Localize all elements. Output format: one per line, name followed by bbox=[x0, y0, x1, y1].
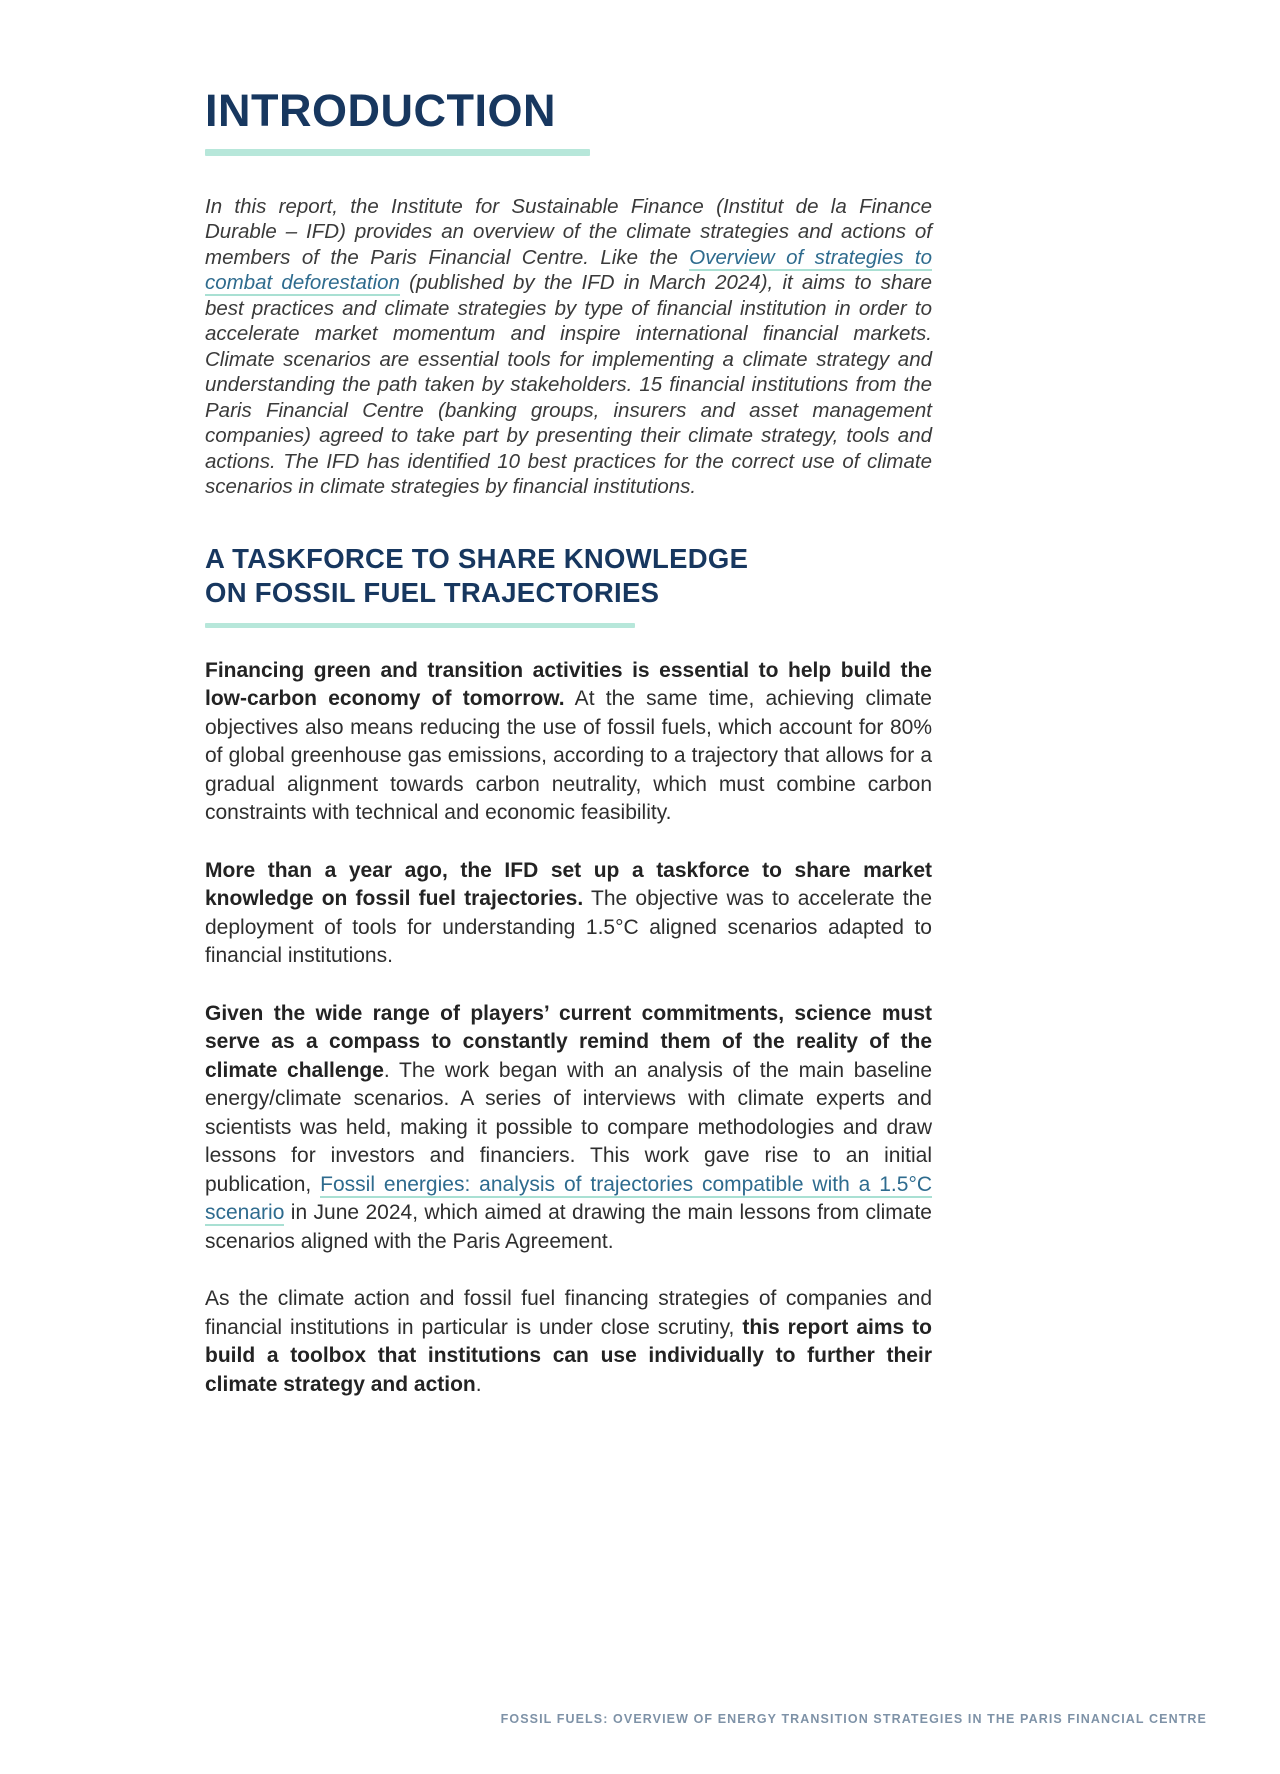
running-footer: FOSSIL FUELS: OVERVIEW OF ENERGY TRANSITION STRATEGIES IN THE PARIS FINANCIAL CENTRE bbox=[500, 1712, 1207, 1726]
section-heading-line-2: ON FOSSIL FUEL TRAJECTORIES bbox=[205, 576, 660, 608]
section-heading bbox=[205, 542, 932, 610]
paragraph-3-body: . The work began with an analysis of the main baseline energy/climate scenarios. A series of interviews with climate experts and scientists was held, making it possible to compare methodologies and draw lessons for investors and financiers. This work gave rise to an initial publication, bbox=[205, 1058, 933, 1196]
intro-text-after-link: (published by the IFD in March 2024), it aims to share best practices and climate strategies by type of financial institution in order to accelerate market momentum and inspire international financial markets. Climate scenarios are essential tools for implementing a climate strategy and understanding the path taken by stakeholders. 15 financial institutions from the Paris Financial Centre (banking groups, insurers and asset management companies) agreed to take part by presenting their climate strategy, tools and actions. The IFD has identified 10 best practices for the correct use of climate scenarios in climate strategies by financial institutions. bbox=[205, 271, 932, 498]
section-heading-line-1: A TASKFORCE TO SHARE KNOWLEDGE bbox=[205, 542, 749, 574]
paragraph-financing-green bbox=[205, 657, 932, 828]
paragraph-3-after-link: in June 2024, which aimed at drawing the main lessons from climate scenarios aligned with the Paris Agreement. bbox=[205, 1201, 932, 1253]
paragraph-1-lead-bold: Financing green and transition activities is essential to help build the low-carbon economy of tomorrow. bbox=[205, 658, 932, 710]
page-content bbox=[205, 86, 932, 1399]
section-accent-rule bbox=[205, 623, 635, 628]
fossil-energies-publication-link[interactable]: Fossil energies: analysis of trajectories compatible with a 1.5°C scenario bbox=[205, 1172, 933, 1224]
paragraph-4-bold: this report aims to build a toolbox that institutions can use individually to further their climate strategy and action bbox=[205, 1315, 932, 1396]
paragraph-2-body: The objective was to accelerate the deployment of tools for understanding 1.5°C aligned scenarios adapted to financial institutions. bbox=[205, 887, 932, 967]
title-accent-rule bbox=[205, 149, 590, 156]
paragraph-1-body: At the same time, achieving climate objectives also means reducing the use of fossil fuels, which account for 80% of global greenhouse gas emissions, according to a trajectory that allows for a gradual alignment towards carbon neutrality, which must combine carbon constraints with technical and economic feasibility. bbox=[205, 687, 932, 824]
paragraph-report-aims bbox=[205, 1285, 932, 1399]
intro-paragraph bbox=[205, 194, 932, 500]
paragraph-taskforce bbox=[205, 857, 932, 971]
paragraph-2-lead-bold: More than a year ago, the IFD set up a taskforce to share market knowledge on fossil fuel trajectories. bbox=[205, 858, 932, 910]
paragraph-science-compass bbox=[205, 1000, 932, 1257]
page-title: INTRODUCTION bbox=[205, 85, 556, 136]
paragraph-3-lead-bold: Given the wide range of players’ current commitments, science must serve as a compass to constantly remind them of the reality of the climate challenge bbox=[205, 1001, 932, 1082]
deforestation-overview-link[interactable]: Overview of strategies to combat deforestation bbox=[205, 245, 932, 294]
intro-text-before-link: In this report, the Institute for Sustainable Finance (Institut de la Finance Durable – IFD) provides an overview of the climate strategies and actions of members of the Paris Financial Centre. Like the bbox=[205, 194, 932, 269]
paragraph-4-period: . bbox=[475, 1372, 482, 1396]
paragraph-4-body: As the climate action and fossil fuel financing strategies of companies and financial institutions in particular is under close scrutiny, bbox=[205, 1287, 932, 1339]
